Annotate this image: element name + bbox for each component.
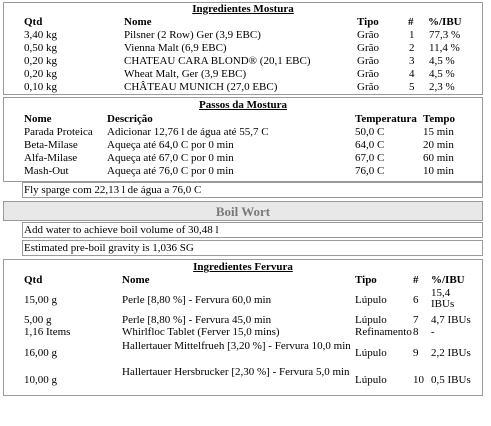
col-step-name-header: Nome [24, 113, 52, 125]
step-name: Alfa-Milase [24, 152, 78, 164]
step-time: 15 min [423, 126, 454, 138]
mash-steps-title: Passos da Mostura [198, 99, 287, 111]
col-num-header: # [413, 274, 419, 286]
ingredient-pct: 2,2 IBUs [431, 347, 471, 359]
step-desc: Aqueça até 64,0 C por 0 min [107, 139, 234, 151]
step-time: 10 min [423, 165, 454, 177]
ingredient-qty: 0,10 kg [24, 81, 57, 93]
ingredient-type: Grão [357, 42, 379, 54]
ingredient-qty: 10,00 g [24, 374, 57, 386]
ingredient-type: Lúpulo [355, 347, 387, 359]
ingredient-qty: 0,20 kg [24, 68, 57, 80]
step-name: Beta-Milase [24, 139, 78, 151]
ingredient-num: 8 [413, 326, 419, 338]
ingredient-name: Wheat Malt, Ger (3,9 EBC) [124, 68, 247, 80]
step-time: 60 min [423, 152, 454, 164]
ingredient-qty: 0,20 kg [24, 55, 57, 67]
step-name: Parada Proteica [24, 126, 93, 138]
col-step-desc-header: Descrição [107, 113, 153, 125]
ingredient-qty: 16,00 g [24, 347, 57, 359]
ingredient-name: Perle [8,80 %] - Fervura 60,0 min [122, 294, 272, 306]
col-step-time-header: Tempo [423, 113, 455, 125]
step-temp: 67,0 C [355, 152, 385, 164]
col-qty-header: Qtd [24, 274, 43, 286]
col-name-header: Nome [122, 274, 150, 286]
ingredient-name: Perle [8,80 %] - Fervura 45,0 min [122, 314, 272, 326]
ingredient-qty: 15,00 g [24, 294, 57, 306]
col-num-header: # [408, 16, 414, 28]
col-step-temp-header: Temperatura [355, 113, 417, 125]
boil-wort-title: Boil Wort [215, 204, 271, 219]
ingredient-pct: - [431, 326, 435, 338]
ingredient-num: 6 [413, 294, 419, 306]
ingredient-name: Hallertauer Hersbrucker [2,30 %] - Fervura 5,0 min [122, 366, 350, 378]
ingredient-pct: 4,5 % [429, 55, 455, 67]
ingredient-pct: 11,4 % [429, 42, 460, 54]
step-temp: 50,0 C [355, 126, 385, 138]
ingredient-pct: 77,3 % [429, 29, 461, 41]
ingredient-pct: 4,7 IBUs [431, 314, 471, 326]
col-qty-header: Qtd [24, 16, 43, 28]
ingredient-name: Pilsner (2 Row) Ger (3,9 EBC) [124, 29, 261, 41]
ingredient-pct: 15,4 IBUs [431, 287, 455, 310]
ingredient-num: 9 [413, 347, 419, 359]
ingredient-name: Hallertauer Mittelfrueh [3,20 %] - Fervura 10,0 min [122, 340, 351, 352]
ingredient-name: CHATEAU CARA BLOND® (20,1 EBC) [124, 55, 311, 67]
ingredient-type: Lúpulo [355, 314, 387, 326]
ingredient-pct: 0,5 IBUs [431, 374, 471, 386]
ingredient-pct: 4,5 % [429, 68, 455, 80]
step-desc: Adicionar 12,76 l de água até 55,7 C [107, 126, 269, 138]
ingredient-qty: 0,50 kg [24, 42, 57, 54]
col-type-header: Tipo [355, 274, 377, 286]
ingredient-num: 1 [409, 29, 415, 41]
boil-wort-header [3, 201, 483, 221]
ingredient-type: Grão [357, 68, 379, 80]
ingredient-type: Lúpulo [355, 294, 387, 306]
ingredient-num: 5 [409, 81, 415, 93]
col-pct-header: %/IBU [431, 274, 465, 286]
step-name: Mash-Out [24, 165, 69, 177]
step-desc: Aqueça até 76,0 C por 0 min [107, 165, 234, 177]
ingredient-num: 3 [409, 55, 415, 67]
ingredient-num: 10 [413, 374, 424, 386]
ingredient-type: Grão [357, 55, 379, 67]
col-type-header: Tipo [357, 16, 379, 28]
col-name-header: Nome [124, 16, 152, 28]
boil-ingredients-title: Ingredientes Fervura [193, 261, 293, 273]
ingredient-name: Whirlfloc Tablet (Ferver 15,0 mins) [122, 326, 280, 338]
boil-volume-text: Add water to achieve boil volume of 30,48 l [24, 224, 219, 236]
ingredient-type: Refinamento [355, 326, 412, 338]
ingredient-qty: 1,16 Items [24, 326, 71, 338]
ingredient-qty: 5,00 g [24, 314, 52, 326]
ingredient-type: Lúpulo [355, 374, 387, 386]
ingredient-qty: 3,40 kg [24, 29, 57, 41]
ingredient-type: Grão [357, 29, 379, 41]
ingredient-pct: 2,3 % [429, 81, 455, 93]
step-temp: 64,0 C [355, 139, 385, 151]
mash-ingredients-title: Ingredientes Mostura [192, 3, 294, 15]
step-desc: Aqueça até 67,0 C por 0 min [107, 152, 234, 164]
sparge-text: Fly sparge com 22,13 l de água a 76,0 C [24, 184, 202, 196]
ingredient-num: 4 [409, 68, 415, 80]
ingredient-name: Vienna Malt (6,9 EBC) [124, 42, 227, 54]
ingredient-num: 2 [409, 42, 415, 54]
ingredient-name: CHÂTEAU MUNICH (27,0 EBC) [124, 81, 278, 93]
ingredient-num: 7 [413, 314, 419, 326]
col-pct-header: %/IBU [428, 16, 462, 28]
boil-gravity-text: Estimated pre-boil gravity is 1,036 SG [24, 242, 194, 254]
ingredient-type: Grão [357, 81, 379, 93]
step-temp: 76,0 C [355, 165, 385, 177]
step-time: 20 min [423, 139, 454, 151]
